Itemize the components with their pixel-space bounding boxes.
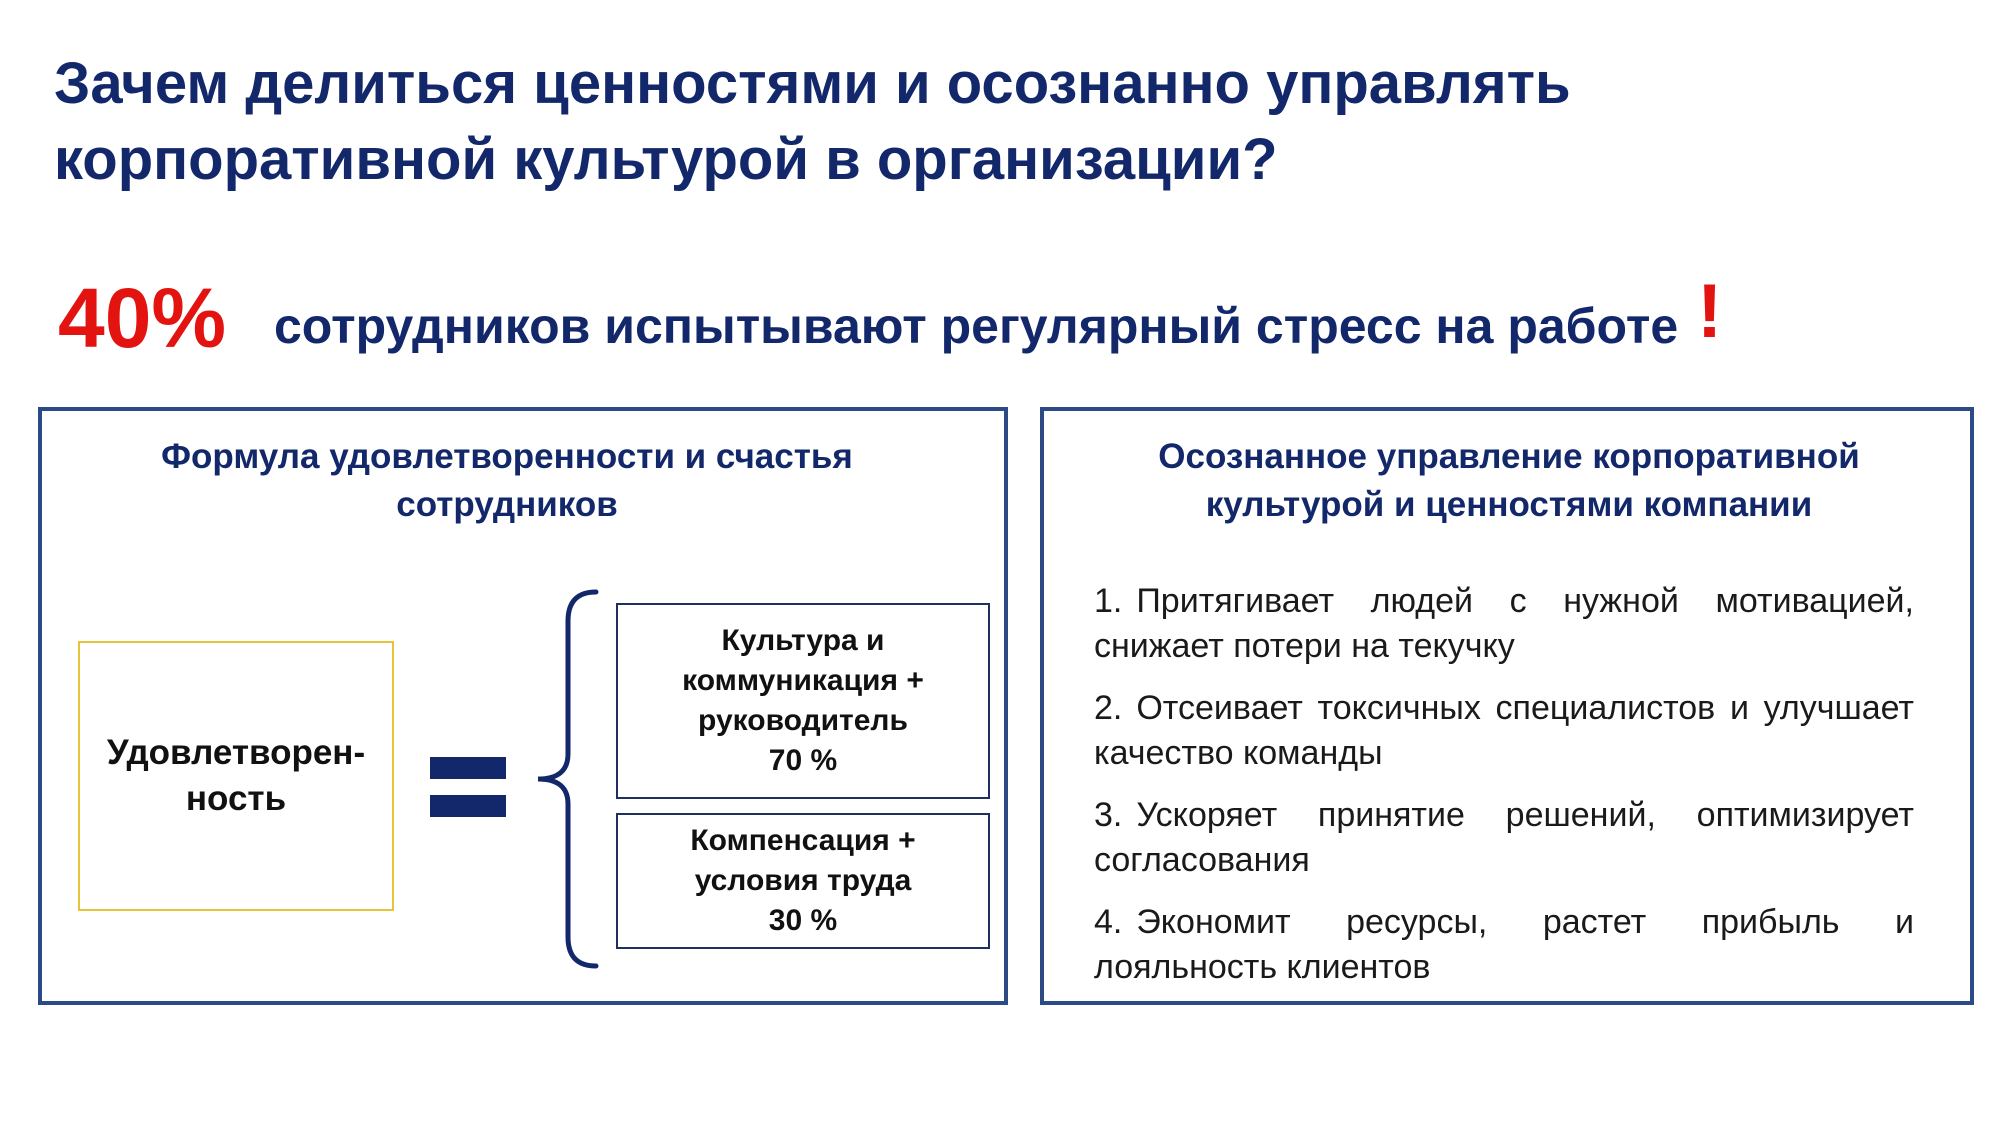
satisfaction-label-line-2: ность [185,779,287,818]
list-item-text: Притягивает людей с нужной мотивацией, снижает потери на текучку [1094,582,1914,665]
compensation-line-2: условия труда [694,864,912,897]
slide-title-line-2: корпоративной культурой в организации? [54,127,1278,192]
culture-component-box [616,603,990,799]
list-item-text: Экономит ресурсы, растет прибыль и лояльность клиентов [1094,903,1914,986]
compensation-component-box [616,813,990,949]
stress-statement: сотрудников испытывают регулярный стресс на работе [274,298,1679,354]
curly-brace-icon [534,589,600,969]
slide-title-line-1: Зачем делиться ценностями и осознанно управлять [54,51,1571,116]
compensation-percent: 30 % [768,904,838,937]
culture-line-3: руководитель [698,704,908,737]
satisfaction-formula-panel [38,407,1008,1005]
management-panel-title: Осознанное управление корпоративной культурой и ценностями компании [1158,437,1860,524]
list-item [1094,900,1914,990]
culture-percent: 70 % [768,744,838,777]
satisfaction-box [78,641,394,911]
list-item [1094,793,1914,883]
list-item-text: Ускоряет принятие решений, оптимизирует согласования [1094,796,1914,879]
formula-panel-title: Формула удовлетворенности и счастья сотрудников [161,437,853,524]
benefits-list [1094,579,1914,1007]
exclamation-mark: ! [1697,269,1723,354]
list-item-text: Отсеивает токсичных специалистов и улучшает качество команды [1094,689,1914,772]
slide-title [54,46,1754,198]
list-item-number: 4. [1094,903,1123,941]
list-item [1094,579,1914,669]
satisfaction-label-line-1: Удовлетворен- [106,733,366,772]
list-item-number: 3. [1094,796,1123,834]
compensation-line-1: Компенсация + [690,824,916,857]
list-item-number: 1. [1094,582,1123,620]
stress-percent: 40% [58,271,227,365]
culture-management-panel [1040,407,1974,1005]
culture-line-1: Культура и [721,624,885,657]
equals-sign-icon [430,757,506,817]
culture-line-2: коммуникация + [682,664,924,697]
list-item [1094,686,1914,776]
list-item-number: 2. [1094,689,1123,727]
